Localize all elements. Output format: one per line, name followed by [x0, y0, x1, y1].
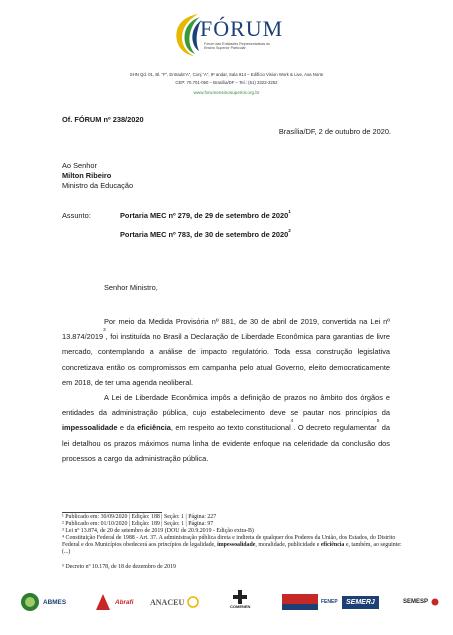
subject-line-1-text: Portaria MEC nº 279, de 29 de setembro de 2020 [120, 211, 289, 220]
p2-text-a: A Lei de Liberdade Econômica impôs a definição de prazos no âmbito dos órgãos e entidades da administração pública, cujo estabelecimento deve se pautar nos princípios da [62, 393, 390, 418]
partner-fenep [282, 590, 338, 614]
fn4-bold-impessoalidade: impessoalidade [217, 542, 256, 549]
paragraph-1 [62, 314, 390, 390]
partner-logos-bar [20, 590, 445, 618]
letter-body [62, 314, 390, 466]
footnote-3: ³ Lei nº 13.874, de 20 de setembro de 2019 (DOU de 20.9.2019 - Edição extra-B) [62, 528, 254, 534]
subject-line-1 [120, 211, 291, 221]
footnote-ref-4[interactable]: 4 [290, 418, 294, 424]
footnote-ref-3[interactable]: 3 [103, 327, 106, 333]
fn4-text-b: , moralidade, publicidade e [255, 542, 321, 549]
letterhead-contact: CEP: 70.701-060 – Brasília/DF – Tel.: (61) 3322-3252 [175, 80, 278, 85]
footnote-divider [62, 512, 162, 513]
subject-line-2 [120, 230, 291, 240]
subject-line-2-text: Portaria MEC nº 783, de 30 de setembro de 2020 [120, 230, 289, 239]
footnote-4 [62, 535, 402, 557]
fn4-text-c: e, também, ao seguinte: (...) [62, 542, 402, 556]
recipient-name: Milton Ribeiro [62, 171, 112, 180]
partner-semesp [403, 590, 439, 614]
p1-text-a: Por meio da Medida Provisória nº 881, de 30 de abril de 2019, convertida na Lei nº 13.874/2019 [62, 317, 390, 342]
anaceu-badge-icon [187, 596, 199, 608]
anaceu-label: ANACEU [150, 597, 185, 607]
forum-logo-subtitle: Fórum das Entidades Representativas do Ensino Superior Particular [204, 42, 271, 51]
abrafi-label: Abrafi [115, 598, 134, 606]
fn4-bold-eficiencia: eficiência [320, 542, 345, 549]
p2-text-e: da lei detalhou os prazos máximos numa linha de evidente enfoque na celeridade da conclusão dos processos a cargo da administração pública. [62, 423, 390, 463]
footnote-ref-5[interactable]: 5 [376, 418, 380, 424]
footnote-ref-1[interactable]: 1 [288, 209, 291, 214]
comenen-cross-icon [233, 590, 247, 604]
letterhead-address: SHN Qd. 01, Bl. “F”, Entrada“A”, Conj “A”, 9º andar, Sala 914 – Edifício Vision Work & Live, Asa Norte [129, 72, 324, 77]
partner-abmes [20, 590, 66, 614]
footnote-ref-2[interactable]: 2 [288, 228, 291, 233]
footnote-2: ² Publicado em: 01/10/2020 | Edição: 189 | Seção: 1 | Página: 97 [62, 521, 214, 527]
place-date: Brasília/DF, 2 de outubro de 2020. [278, 127, 391, 136]
fenep-label: FENEP [321, 599, 338, 605]
abmes-label: ABMES [43, 598, 67, 606]
subject-label: Assunto: [62, 211, 91, 220]
partner-abrafi [94, 590, 133, 614]
p2-text-c: , em respeito ao texto constitucional [170, 423, 291, 433]
letterhead-website-link[interactable]: www.forumensinosuperior.org.br [193, 90, 260, 95]
p2-bold-eficiencia: eficiência [137, 423, 171, 433]
p2-text-b: e da [117, 423, 138, 433]
paragraph-2 [62, 390, 390, 466]
p2-text-d: . O decreto regulamentar [293, 423, 377, 433]
partner-anaceu [150, 590, 199, 614]
p1-text-b: , foi instituída no Brasil a Declaração de Liberdade Econômica para garantias de livre mercado, contemplando a análise de impacto regulatório. Toda essa construção legislativa concretizava então os compromissos em campanha pelo atual Governo, eleito democraticamente em 2018, de ter uma agenda neoliberal. [62, 332, 390, 387]
footnote-1: ¹ Publicado em: 30/09/2020 | Edição: 188 | Seção: 1 | Página: 227 [62, 514, 217, 520]
footnote-5: ⁵ Decreto nº 10.178, de 18 de dezembro de 2019 [62, 564, 176, 570]
letter-reference: Of. FÓRUM nº 238/2020 [62, 115, 144, 124]
comenen-label: COMENEN [230, 604, 251, 609]
abrafi-logo-icon [94, 592, 112, 612]
forum-logo-wordmark: FÓRUM [200, 16, 284, 41]
recipient-salutation: Ao Senhor [62, 161, 97, 170]
partner-semerj [342, 590, 379, 614]
recipient-title: Ministro da Educação [62, 181, 134, 190]
fn4-text-a: ⁴ Constituição Federal de 1988 - Art. 37. A administração pública direta e indireta de qualquer dos Poderes da União, dos Estados, do Distrito Federal e dos Municípios obedecerá aos princípios de legalidade, [62, 535, 396, 549]
partner-comenen [230, 590, 250, 614]
fenep-logo-icon [282, 592, 318, 612]
abmes-logo-icon [20, 592, 40, 612]
semerj-label: SEMERJ [342, 596, 379, 609]
semesp-label: SEMESP [403, 599, 429, 605]
greeting: Senhor Ministro, [104, 283, 158, 292]
semesp-dot-icon [431, 598, 439, 606]
p2-bold-impessoalidade: impessoalidade [62, 423, 118, 433]
